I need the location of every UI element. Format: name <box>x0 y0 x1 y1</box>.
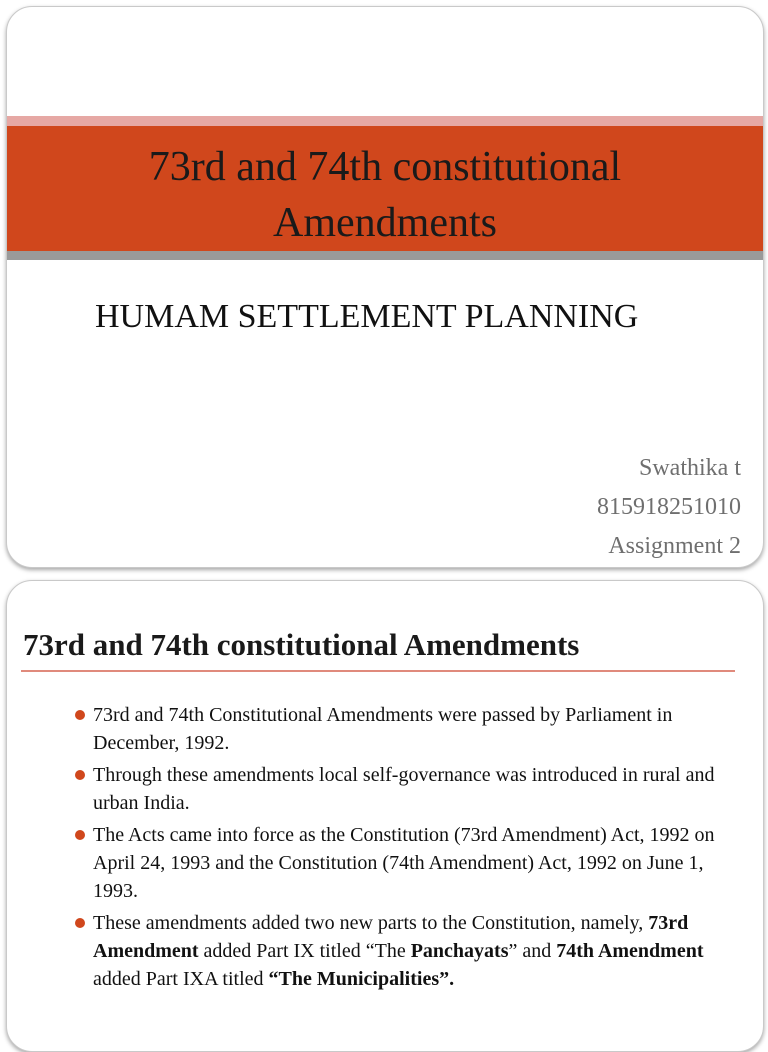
bullet-text-bold: 73rd Amendment <box>93 912 689 962</box>
author-block <box>597 449 741 566</box>
list-item <box>75 909 735 993</box>
slide-title-line1: 73rd and 74th constitutional <box>148 144 622 190</box>
title-slide <box>6 6 764 568</box>
bullet-text: Through these amendments local self-governance was introduced in rural and urban India. <box>93 764 715 814</box>
bullet-text-part: added Part IXA titled <box>93 968 269 990</box>
slide-subtitle: HUMAM SETTLEMENT PLANNING <box>95 298 639 335</box>
author-id: 815918251010 <box>597 494 741 520</box>
content-slide <box>6 580 764 1052</box>
bullet-dot-icon <box>75 770 85 780</box>
bullet-list <box>75 701 735 997</box>
list-item <box>75 701 735 757</box>
title-band-shadow <box>7 251 763 260</box>
content-slide-title: 73rd and 74th constitutional Amendments <box>23 627 580 662</box>
bullet-text-part: These amendments added two new parts to the Constitution, namely, <box>93 912 649 934</box>
slide-title <box>7 139 763 251</box>
bullet-dot-icon <box>75 710 85 720</box>
bullet-text-part: added Part IX titled “The <box>198 940 411 962</box>
bullet-text: The Acts came into force as the Constitution (73rd Amendment) Act, 1992 on April 24, 1993 and the Constitution (74th Amendment) Act, 1992 on June 1, 1993. <box>93 824 715 902</box>
author-name: Swathika t <box>639 455 741 481</box>
bullet-text-bold: 74th Amendment <box>556 940 704 962</box>
bullet-text-part: ” and <box>508 940 557 962</box>
bullet-dot-icon <box>75 918 85 928</box>
title-band-highlight <box>7 116 763 126</box>
bullet-dot-icon <box>75 830 85 840</box>
title-underline <box>21 670 735 672</box>
assignment-label: Assignment 2 <box>608 533 741 559</box>
list-item <box>75 761 735 817</box>
slide-title-line2: Amendments <box>273 200 497 246</box>
bullet-text-bold: “The Municipalities”. <box>268 968 455 990</box>
list-item <box>75 821 735 905</box>
bullet-text-bold: Panchayats <box>410 940 509 962</box>
bullet-text: 73rd and 74th Constitutional Amendments were passed by Parliament in December, 1992. <box>93 704 673 754</box>
